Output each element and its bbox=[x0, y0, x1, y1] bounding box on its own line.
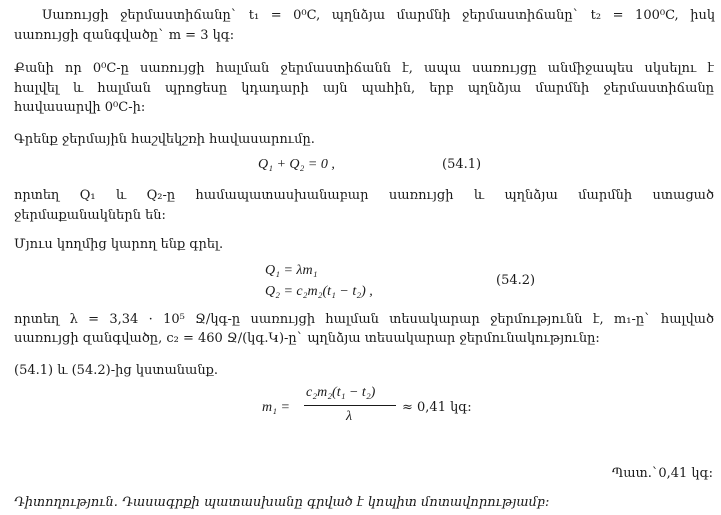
equation-3-numerator: c₂m₂(t₁ − t₂) bbox=[306, 385, 376, 400]
equation-3-fraction-bar bbox=[304, 405, 396, 406]
equation-3-denominator: λ bbox=[346, 409, 353, 424]
paragraph-7: (54.1) և (54.2)-ից կստանանք. bbox=[14, 363, 219, 378]
equation-54-2-tag: (54.2) bbox=[496, 273, 536, 288]
equation-54-1-tag: (54.1) bbox=[442, 157, 482, 172]
paragraph-2-line-3: հավասարվի 0⁰C-ի: bbox=[14, 100, 146, 115]
equation-54-1: Q₁ + Q₂ = 0 , bbox=[258, 157, 335, 172]
equation-3-result: ≈ 0,41 կգ: bbox=[402, 400, 472, 415]
paragraph-1-line-2: սառույցի զանգվածը` m = 3 կգ: bbox=[14, 28, 235, 43]
note: Դիտողություն. Դասագրքի պատասխանը գրված է կոպիտ մոտավորությամբ: bbox=[14, 495, 550, 510]
paragraph-4-line-1: որտեղ Q₁ և Q₂-ը համապատասխանաբար սառույցի և պղնձյա մարմնի ստացած bbox=[14, 188, 714, 203]
paragraph-6-line-2: սառույցի զանգվածը, c₂ = 460 Ջ/(կգ.Կ)-ը` պղնձյա տեսակարար ջերմունակությունը: bbox=[14, 331, 600, 346]
answer: Պատ.`0,41 կգ: bbox=[611, 466, 713, 481]
paragraph-2-line-1: Քանի որ 0⁰C-ը սառույցի հալման ջերմաստիճանն է, ապա սառույցը անմիջապես սկսելու է bbox=[14, 61, 714, 76]
paragraph-1-line-1: Սառույցի ջերմաստիճանը` t₁ = 0⁰C, պղնձյա մարմնի ջերմաստիճանը` t₂ = 100⁰C, իսկ bbox=[42, 8, 715, 23]
equation-54-2-line-2: Q₂ = c₂m₂(t₁ − t₂) , bbox=[265, 284, 373, 299]
paragraph-5: Մյուս կողմից կարող ենք գրել. bbox=[14, 237, 224, 252]
paragraph-2-line-2: հալվել և հալման պրոցեսը կդադարի այն պահին, երբ պղնձյա մարմնի ջերմաստիճանը bbox=[14, 81, 714, 96]
paragraph-3: Գրենք ջերմային հաշվեկշռի հավասարումը. bbox=[14, 132, 315, 147]
paragraph-4-line-2: ջերմաքանակներն են: bbox=[14, 208, 166, 223]
equation-3-lhs: m₁ = bbox=[262, 400, 290, 415]
equation-54-2-line-1: Q₁ = λm₁ bbox=[265, 263, 318, 278]
paragraph-6-line-1: որտեղ λ = 3,34 · 10⁵ Ջ/կգ-ը սառույցի հալման տեսակարար ջերմությունն է, m₁-ը` հալված bbox=[14, 312, 714, 327]
